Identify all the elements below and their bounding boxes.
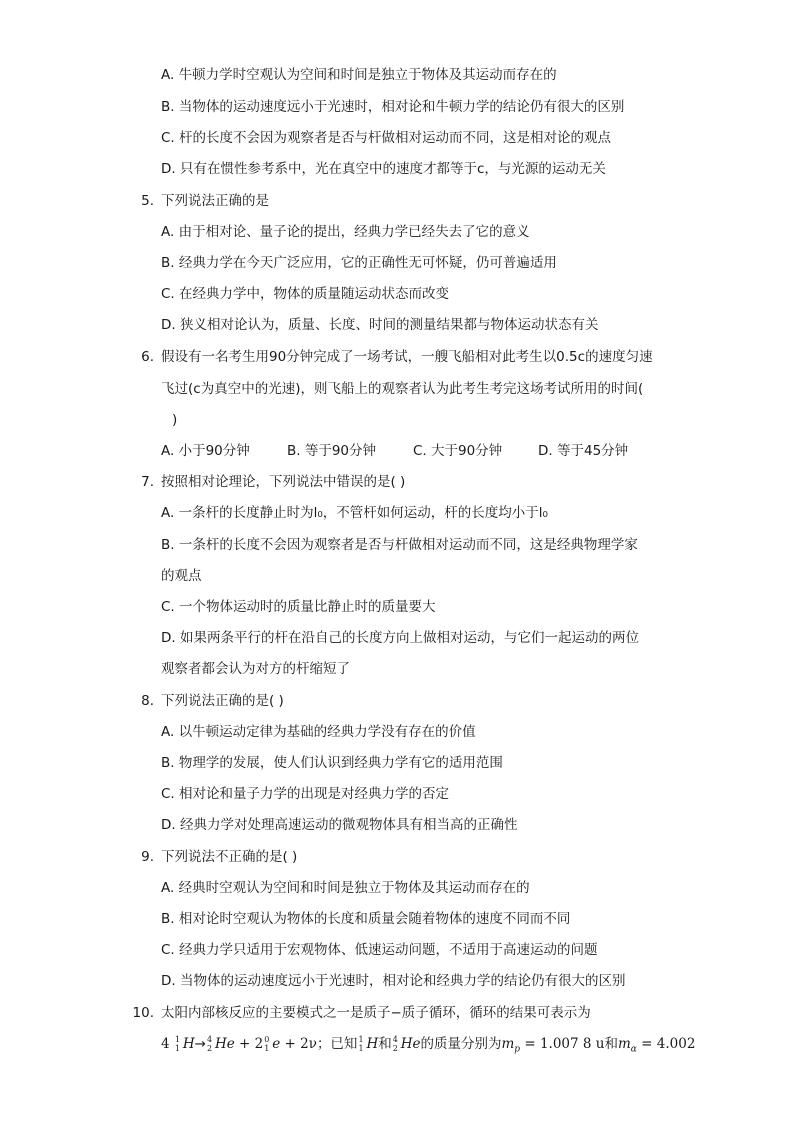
q5-number: 5. <box>141 193 154 209</box>
q5-option-d: D. 狭义相对论认为，质量、长度、时间的测量结果都与物体运动状态有关 <box>161 317 599 333</box>
q7-stem: 按照相对论理论，下列说法中错误的是( ) <box>161 474 406 490</box>
eq-h-symbol: H <box>182 1036 195 1052</box>
q5-option-b: B. 经典力学在今天广泛应用，它的正确性无可怀疑，仍可普遍适用 <box>161 255 557 271</box>
q4-option-d: D. 只有在惯性参考系中，光在真空中的速度才都等于c，与光源的运动无关 <box>161 161 606 177</box>
known-he-charge: 2 <box>392 1044 398 1053</box>
q4-option-c: C. 杆的长度不会因为观察者是否与杆做相对运动而不同，这是相对论的观点 <box>161 130 612 146</box>
known-he-symbol: He <box>400 1036 421 1052</box>
q8-option-a: A. 以牛顿运动定律为基础的经典力学没有存在的价值 <box>161 724 476 740</box>
known-and: 和 <box>378 1036 392 1052</box>
and-2: 和 <box>604 1036 618 1052</box>
ma-value: = 4.002 <box>636 1036 696 1052</box>
q5-stem: 下列说法正确的是 <box>161 193 269 209</box>
eq-arrow: → <box>194 1036 206 1052</box>
eq-he-mass: 4 <box>206 1035 213 1044</box>
known-hydrogen-isotope <box>357 1034 366 1054</box>
q10-equation-line <box>161 1034 695 1054</box>
q6-stem-line2: 飞过(c为真空中的光速)，则飞船上的观察者认为此考生考完这场考试所用的时间( <box>161 381 644 397</box>
q9-option-d: D. 当物体的运动速度远小于光速时，相对论和经典力学的结论仍有很大的区别 <box>161 973 626 989</box>
known-prefix: ；已知 <box>316 1036 358 1052</box>
q9-stem: 下列说法不正确的是( ) <box>161 849 298 865</box>
known-h-symbol: H <box>366 1036 379 1052</box>
q8-option-c: C. 相对论和量子力学的出现是对经典力学的否定 <box>161 786 450 802</box>
ma-symbol: m <box>617 1036 631 1052</box>
q9-option-c: C. 经典力学只适用于宏观物体、低速运动问题，不适用于高速运动的问题 <box>161 942 598 958</box>
eq-plus-2nu: + 2ν <box>280 1036 317 1052</box>
known-he-mass: 4 <box>392 1035 398 1044</box>
ma-subscript: α <box>630 1044 637 1055</box>
q8-stem: 下列说法正确的是( ) <box>161 693 284 709</box>
q7-option-a: A. 一条杆的长度静止时为l₀，不管杆如何运动，杆的长度均小于l₀ <box>161 505 548 521</box>
q8-option-d: D. 经典力学对处理高速运动的微观物体具有相当高的正确性 <box>161 817 518 833</box>
eq-plus-2: + 2 <box>234 1036 264 1052</box>
mp-value: = 1.007 8 u <box>520 1036 605 1052</box>
q4-option-a: A. 牛顿力学时空观认为空间和时间是独立于物体及其运动而存在的 <box>161 67 557 83</box>
q9-option-a: A. 经典时空观认为空间和时间是独立于物体及其运动而存在的 <box>161 880 530 896</box>
q7-option-d-line2: 观察者都会认为对方的杆缩短了 <box>161 661 350 677</box>
eq-helium-isotope <box>206 1034 215 1054</box>
eq-h-charge: 1 <box>174 1044 180 1053</box>
q10-number: 10. <box>132 1005 154 1021</box>
q6-stem-line3: ) <box>172 412 178 428</box>
mp-subscript: p <box>514 1044 521 1055</box>
eq-coef-4: 4 <box>161 1036 170 1052</box>
eq-hydrogen-isotope <box>174 1034 183 1054</box>
q7-option-d-line1: D. 如果两条平行的杆在沿自己的长度方向上做相对运动，与它们一起运动的两位 <box>161 630 639 646</box>
eq-e-mass: 0 <box>264 1035 270 1044</box>
q5-option-c: C. 在经典力学中，物体的质量随运动状态而改变 <box>161 286 450 302</box>
q6-stem-line1: 假设有一名考生用90分钟完成了一场考试，一艘飞船相对此考生以0.5c的速度匀速 <box>161 349 653 365</box>
q6-option-c: C. 大于90分钟 <box>413 443 503 459</box>
q7-option-c: C. 一个物体运动时的质量比静止时的质量要大 <box>161 599 436 615</box>
q5-option-a: A. 由于相对论、量子论的提出，经典力学已经失去了它的意义 <box>161 224 530 240</box>
eq-he-charge: 2 <box>206 1044 213 1053</box>
mp-symbol: m <box>501 1036 515 1052</box>
q10-stem-line1: 太阳内部核反应的主要模式之一是质子−质子循环，循环的结果可表示为 <box>161 1005 591 1021</box>
q9-number: 9. <box>141 849 154 865</box>
known-h-charge: 1 <box>358 1044 364 1053</box>
known-h-mass: 1 <box>358 1035 364 1044</box>
q7-number: 7. <box>141 474 154 490</box>
q7-option-b-line2: 的观点 <box>161 568 202 584</box>
q9-option-b: B. 相对论时空观认为物体的长度和质量会随着物体的速度不同而不同 <box>161 911 571 927</box>
eq-e-symbol: e <box>272 1036 281 1052</box>
q6-option-d: D. 等于45分钟 <box>538 443 629 459</box>
eq-positron-isotope <box>263 1034 272 1054</box>
q8-option-b: B. 物理学的发展，使人们认识到经典力学有它的适用范围 <box>161 755 503 771</box>
q6-number: 6. <box>141 349 154 365</box>
q7-option-b-line1: B. 一条杆的长度不会因为观察者是否与杆做相对运动而不同，这是经典物理学家 <box>161 537 638 553</box>
eq-he-symbol: He <box>214 1036 235 1052</box>
known-helium-isotope <box>392 1034 401 1054</box>
known-mass-text: 的质量分别为 <box>420 1036 502 1052</box>
eq-h-mass: 1 <box>174 1035 180 1044</box>
q6-option-a: A. 小于90分钟 <box>161 443 250 459</box>
eq-e-charge: 1 <box>264 1044 270 1053</box>
q4-option-b: B. 当物体的运动速度远小于光速时，相对论和牛顿力学的结论仍有很大的区别 <box>161 99 625 115</box>
q6-option-b: B. 等于90分钟 <box>287 443 377 459</box>
q8-number: 8. <box>141 693 154 709</box>
